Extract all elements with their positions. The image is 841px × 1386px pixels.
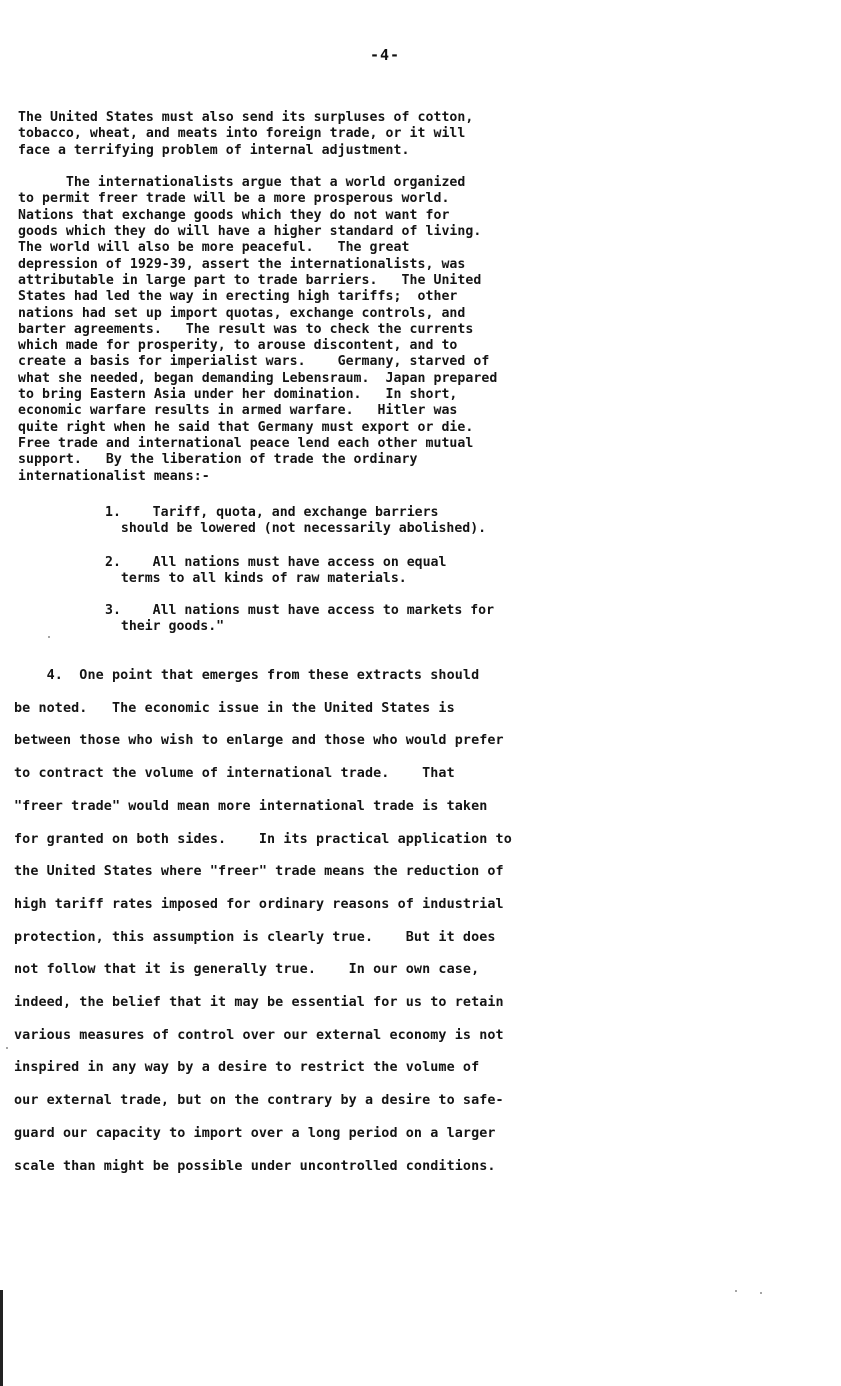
scan-speck [48, 636, 50, 638]
paragraph-line: the United States where "freer" trade means the reduction of [14, 864, 504, 880]
quoted-passage [18, 110, 497, 485]
list-item [105, 555, 446, 588]
paragraph-line: for granted on both sides. In its practical application to [14, 831, 512, 847]
quote-line: The world will also be more peaceful. The great [18, 240, 410, 256]
quote-line: The internationalists argue that a world organized [18, 175, 466, 191]
quote-line: to permit freer trade will be a more prosperous world. [18, 191, 450, 207]
page-number: -4- [370, 46, 401, 64]
paragraph-line: inspired in any way by a desire to restrict the volume of [14, 1060, 480, 1076]
quote-line: face a terrifying problem of internal adjustment. [18, 142, 410, 158]
scan-speck [735, 1290, 737, 1292]
paragraph-line: our external trade, but on the contrary by a desire to safe- [14, 1093, 504, 1109]
scan-speck [760, 1292, 762, 1294]
list-item-text: their goods." [120, 619, 225, 635]
paragraph-line: high tariff rates imposed for ordinary reasons of industrial [14, 896, 504, 912]
paragraph-line: between those who wish to enlarge and those who would prefer [14, 733, 504, 749]
paragraph-line: guard our capacity to import over a long period on a larger [14, 1125, 496, 1141]
quote-line: goods which they do will have a higher standard of living. [18, 224, 482, 240]
list-item-text: Tariff, quota, and exchange barriers [152, 505, 439, 520]
quote-line: States had led the way in erecting high tariffs; other [18, 289, 458, 305]
list-item-text: All nations must have access to markets for [152, 603, 495, 618]
quote-line: barter agreements. The result was to check the currents [18, 321, 474, 337]
list-item [105, 505, 486, 538]
scan-speck [6, 1047, 8, 1049]
paragraph-line: protection, this assumption is clearly true. But it does [14, 929, 496, 945]
paragraph-line: various measures of control over our external economy is not [14, 1027, 504, 1043]
quote-line: economic warfare results in armed warfare. Hitler was [18, 403, 458, 419]
paragraph-line: 4. One point that emerges from these extracts should [14, 668, 480, 683]
quote-line: depression of 1929-39, assert the internationalists, was [18, 256, 466, 272]
quote-line: to bring Eastern Asia under her domination. In short, [18, 387, 458, 403]
paragraph-line: scale than might be possible under uncontrolled conditions. [14, 1158, 496, 1174]
list-item-number: 1. [105, 505, 121, 520]
list-item-text: All nations must have access on equal [152, 555, 447, 570]
list-item-number: 2. [105, 555, 121, 570]
list-item-text: terms to all kinds of raw materials. [120, 571, 407, 587]
quote-line: what she needed, began demanding Lebensraum. Japan prepared [18, 370, 498, 386]
list-item-number: 3. [105, 603, 121, 618]
list-item-text: should be lowered (not necessarily abolished). [120, 521, 487, 537]
quote-line: attributable in large part to trade barriers. The United [18, 272, 482, 288]
quote-line: quite right when he said that Germany must export or die. [18, 419, 474, 435]
paragraph-line: indeed, the belief that it may be essential for us to retain [14, 995, 504, 1011]
quote-line: nations had set up import quotas, exchange controls, and [18, 305, 466, 321]
quote-line: support. By the liberation of trade the ordinary [18, 452, 418, 468]
body-paragraph [14, 660, 512, 1183]
paragraph-line: not follow that it is generally true. In our own case, [14, 962, 480, 978]
paragraph-line: "freer trade" would mean more international trade is taken [14, 798, 488, 814]
quote-line: create a basis for imperialist wars. Germany, starved of [18, 354, 490, 370]
quote-line: tobacco, wheat, and meats into foreign trade, or it will [18, 126, 466, 142]
quote-line: The United States must also send its surpluses of cotton, [18, 110, 474, 125]
quote-line: Nations that exchange goods which they do not want for [18, 207, 450, 223]
quote-line: internationalist means:- [18, 468, 210, 484]
scan-margin-rule [0, 1290, 3, 1386]
quote-line: which made for prosperity, to arouse discontent, and to [18, 338, 458, 354]
paragraph-line: to contract the volume of international trade. That [14, 766, 455, 782]
list-item [105, 603, 494, 636]
quote-line: Free trade and international peace lend each other mutual [18, 435, 474, 451]
paragraph-line: be noted. The economic issue in the United States is [14, 700, 455, 716]
